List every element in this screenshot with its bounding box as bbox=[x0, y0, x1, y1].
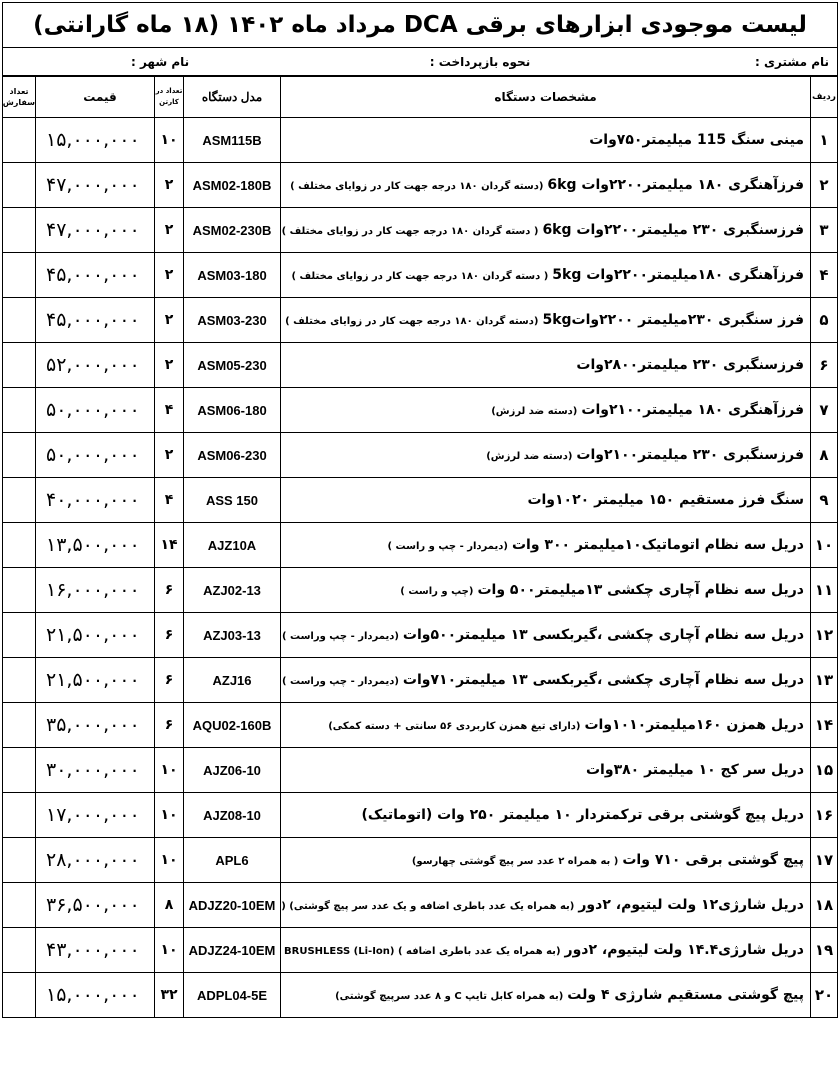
device-spec bbox=[281, 613, 811, 658]
price-value: ۵۰,۰۰۰,۰۰۰ bbox=[36, 388, 155, 433]
order-qty-input[interactable] bbox=[3, 343, 36, 388]
header-spec: مشخصات دستگاه bbox=[281, 77, 811, 118]
per-carton-count: ۱۰ bbox=[155, 793, 184, 838]
row-number: ۱۳ bbox=[811, 658, 838, 703]
price-value: ۱۵,۰۰۰,۰۰۰ bbox=[36, 973, 155, 1018]
city-name-label: نام شهر : bbox=[130, 54, 190, 69]
device-spec bbox=[281, 883, 811, 928]
per-carton-count: ۳۲ bbox=[155, 973, 184, 1018]
spec-note: (دسته ضد لرزش) bbox=[491, 406, 578, 417]
row-number: ۱۹ bbox=[811, 928, 838, 973]
per-carton-count: ۲ bbox=[155, 208, 184, 253]
per-carton-count: ۶ bbox=[155, 568, 184, 613]
device-spec bbox=[281, 748, 811, 793]
per-carton-count: ۲ bbox=[155, 163, 184, 208]
price-value: ۴۵,۰۰۰,۰۰۰ bbox=[36, 298, 155, 343]
table-row bbox=[3, 253, 838, 298]
table-row bbox=[3, 973, 838, 1018]
row-number: ۲ bbox=[811, 163, 838, 208]
price-value: ۴۷,۰۰۰,۰۰۰ bbox=[36, 208, 155, 253]
device-spec bbox=[281, 343, 811, 388]
table-row bbox=[3, 928, 838, 973]
device-spec bbox=[281, 433, 811, 478]
table-row bbox=[3, 793, 838, 838]
price-value: ۲۱,۵۰۰,۰۰۰ bbox=[36, 658, 155, 703]
spec-note: (دسته ضد لرزش) bbox=[486, 451, 573, 462]
device-model: ASM02-230B bbox=[184, 208, 281, 253]
inventory-table bbox=[2, 76, 838, 1018]
spec-text: فرزآهنگری ۱۸۰ میلیمتر۲۲۰۰وات 6kg bbox=[547, 177, 804, 193]
spec-text: دریل شارژی۱۴.۴ ولت لیتیوم، ۲دور bbox=[564, 942, 804, 958]
device-model: ASM05-230 bbox=[184, 343, 281, 388]
row-number: ۱۷ bbox=[811, 838, 838, 883]
price-value: ۱۳,۵۰۰,۰۰۰ bbox=[36, 523, 155, 568]
page-title: لیست موجودی ابزارهای برقی DCA مرداد ماه ۱۴۰۲ (۱۸ ماه گارانتی) bbox=[2, 2, 838, 48]
payment-method-label: نحوه بازپرداخت : bbox=[429, 54, 531, 69]
order-qty-input[interactable] bbox=[3, 568, 36, 613]
table-row bbox=[3, 883, 838, 928]
row-number: ۱۵ bbox=[811, 748, 838, 793]
spec-text: سنگ فرز مستقیم ۱۵۰ میلیمتر ۱۰۲۰وات bbox=[527, 492, 804, 508]
table-row bbox=[3, 523, 838, 568]
price-value: ۱۶,۰۰۰,۰۰۰ bbox=[36, 568, 155, 613]
row-number: ۱۱ bbox=[811, 568, 838, 613]
order-qty-input[interactable] bbox=[3, 928, 36, 973]
row-number: ۱۸ bbox=[811, 883, 838, 928]
device-spec bbox=[281, 478, 811, 523]
price-value: ۵۰,۰۰۰,۰۰۰ bbox=[36, 433, 155, 478]
table-header-row bbox=[3, 77, 838, 118]
order-qty-input[interactable] bbox=[3, 478, 36, 523]
price-value: ۴۳,۰۰۰,۰۰۰ bbox=[36, 928, 155, 973]
price-value: ۴۰,۰۰۰,۰۰۰ bbox=[36, 478, 155, 523]
per-carton-count: ۲ bbox=[155, 433, 184, 478]
spec-note: ( دسته گردان ۱۸۰ درجه جهت کار در زوایای مختلف ) bbox=[281, 226, 539, 237]
device-spec bbox=[281, 838, 811, 883]
spec-text: دریل سه نظام آچاری چکشی ،گیربکسی ۱۳ میلیمتر۵۰۰وات bbox=[402, 627, 804, 643]
device-model: AQU02-160B bbox=[184, 703, 281, 748]
price-value: ۳۰,۰۰۰,۰۰۰ bbox=[36, 748, 155, 793]
price-value: ۵۲,۰۰۰,۰۰۰ bbox=[36, 343, 155, 388]
spec-note: (به همراه یک عدد باطری اضافه ) BRUSHLESS (Li-Ion) bbox=[284, 946, 561, 957]
device-model: ADJZ20-10EM bbox=[184, 883, 281, 928]
row-number: ۹ bbox=[811, 478, 838, 523]
customer-name-label: نام مشتری : bbox=[755, 54, 829, 69]
table-row bbox=[3, 748, 838, 793]
row-number: ۴ bbox=[811, 253, 838, 298]
device-spec bbox=[281, 523, 811, 568]
spec-note: (دیمردار - چپ وراست ) bbox=[281, 631, 399, 642]
table-row bbox=[3, 208, 838, 253]
device-spec bbox=[281, 658, 811, 703]
spec-text: فرزسنگبری ۲۳۰ میلیمتر۲۸۰۰وات bbox=[576, 357, 804, 373]
order-qty-input[interactable] bbox=[3, 163, 36, 208]
spec-note: (دسته گردان ۱۸۰ درجه جهت کار در زوایای مختلف ) bbox=[285, 316, 539, 327]
device-model: AJZ08-10 bbox=[184, 793, 281, 838]
spec-text: پیچ گوشتی برقی ۷۱۰ وات bbox=[622, 852, 804, 868]
spec-note: (به همراه کابل تایپ C و ۸ عدد سرپیچ گوشتی) bbox=[335, 991, 564, 1002]
order-qty-input[interactable] bbox=[3, 973, 36, 1018]
order-qty-input[interactable] bbox=[3, 208, 36, 253]
device-spec bbox=[281, 253, 811, 298]
device-spec bbox=[281, 793, 811, 838]
row-number: ۱۶ bbox=[811, 793, 838, 838]
table-row bbox=[3, 298, 838, 343]
spec-note: (به همراه یک عدد باطری اضافه و یک عدد سر پیچ گوشتی) ( bbox=[281, 901, 575, 912]
order-qty-input[interactable] bbox=[3, 838, 36, 883]
table-row bbox=[3, 613, 838, 658]
order-qty-input[interactable] bbox=[3, 388, 36, 433]
row-number: ۱ bbox=[811, 118, 838, 163]
device-model: ASS 150 bbox=[184, 478, 281, 523]
customer-info-row bbox=[2, 48, 838, 76]
per-carton-count: ۶ bbox=[155, 658, 184, 703]
price-value: ۳۶,۵۰۰,۰۰۰ bbox=[36, 883, 155, 928]
device-model: AJZ10A bbox=[184, 523, 281, 568]
spec-note: (دارای تیغ همزن کاربردی ۵۶ سانتی + دسته کمکی) bbox=[328, 721, 581, 732]
row-number: ۱۴ bbox=[811, 703, 838, 748]
spec-text: دریل سه نظام اتوماتیک۱۰میلیمتر ۳۰۰ وات bbox=[511, 537, 804, 553]
device-model: ASM115B bbox=[184, 118, 281, 163]
per-carton-count: ۲ bbox=[155, 298, 184, 343]
order-qty-input[interactable] bbox=[3, 523, 36, 568]
header-order-qty: تعداد سفارش bbox=[3, 77, 36, 118]
table-row bbox=[3, 118, 838, 163]
order-qty-input[interactable] bbox=[3, 118, 36, 163]
spec-text: دریل سر کج ۱۰ میلیمتر ۳۸۰وات bbox=[585, 762, 804, 778]
spec-text: دریل همزن ۱۶۰میلیمتر۱۰۱۰وات bbox=[584, 717, 804, 733]
price-value: ۴۵,۰۰۰,۰۰۰ bbox=[36, 253, 155, 298]
spec-text: دریل سه نظام آچاری چکشی ۱۳میلیمتر۵۰۰ وات bbox=[477, 582, 804, 598]
per-carton-count: ۱۰ bbox=[155, 838, 184, 883]
device-spec bbox=[281, 163, 811, 208]
row-number: ۵ bbox=[811, 298, 838, 343]
table-row bbox=[3, 658, 838, 703]
header-price: قیمت bbox=[36, 77, 155, 118]
price-value: ۲۸,۰۰۰,۰۰۰ bbox=[36, 838, 155, 883]
price-value: ۳۵,۰۰۰,۰۰۰ bbox=[36, 703, 155, 748]
row-number: ۲۰ bbox=[811, 973, 838, 1018]
spec-note: (دسته گردان ۱۸۰ درجه جهت کار در زوایای مختلف ) bbox=[290, 181, 544, 192]
spec-text: دریل سه نظام آچاری چکشی ،گیربکسی ۱۳ میلیمتر۷۱۰وات bbox=[402, 672, 804, 688]
spec-note: (دیمردار - چپ و راست ) bbox=[387, 541, 508, 552]
spec-text: فرزآهنگری ۱۸۰میلیمتر۲۲۰۰وات 5kg bbox=[552, 267, 804, 283]
spec-text: پیچ گوشتی مستقیم شارژی ۴ ولت bbox=[567, 987, 804, 1003]
order-qty-input[interactable] bbox=[3, 883, 36, 928]
price-value: ۴۷,۰۰۰,۰۰۰ bbox=[36, 163, 155, 208]
device-spec bbox=[281, 388, 811, 433]
order-qty-input[interactable] bbox=[3, 298, 36, 343]
table-row bbox=[3, 478, 838, 523]
price-list-sheet bbox=[2, 2, 838, 1078]
header-per-carton: تعداد در کارتن bbox=[155, 77, 184, 118]
device-model: ADPL04-5E bbox=[184, 973, 281, 1018]
per-carton-count: ۱۰ bbox=[155, 928, 184, 973]
device-spec bbox=[281, 973, 811, 1018]
table-row bbox=[3, 388, 838, 433]
device-model: AJZ06-10 bbox=[184, 748, 281, 793]
per-carton-count: ۲ bbox=[155, 343, 184, 388]
device-spec bbox=[281, 703, 811, 748]
device-spec bbox=[281, 568, 811, 613]
spec-note: (دیمردار - چپ وراست ) bbox=[281, 676, 399, 687]
device-model: ADJZ24-10EM bbox=[184, 928, 281, 973]
order-qty-input[interactable] bbox=[3, 613, 36, 658]
row-number: ۶ bbox=[811, 343, 838, 388]
device-spec bbox=[281, 208, 811, 253]
per-carton-count: ۱۴ bbox=[155, 523, 184, 568]
price-value: ۲۱,۵۰۰,۰۰۰ bbox=[36, 613, 155, 658]
device-model: ASM03-180 bbox=[184, 253, 281, 298]
spec-note: ( به همراه ۲ عدد سر پیچ گوشتی چهارسو) bbox=[411, 856, 619, 867]
table-row bbox=[3, 343, 838, 388]
order-qty-input[interactable] bbox=[3, 748, 36, 793]
order-qty-input[interactable] bbox=[3, 433, 36, 478]
header-row-number: ردیف bbox=[811, 77, 838, 118]
spec-text: فرز سنگبری ۲۳۰میلیمتر ۲۲۰۰وات5kg bbox=[542, 312, 804, 328]
per-carton-count: ۶ bbox=[155, 613, 184, 658]
spec-note: (چپ و راست ) bbox=[400, 586, 474, 597]
device-model: ASM06-180 bbox=[184, 388, 281, 433]
spec-text: مینی سنگ 115 میلیمتر۷۵۰وات bbox=[589, 132, 804, 148]
per-carton-count: ۱۰ bbox=[155, 748, 184, 793]
spec-text: فرزسنگبری ۲۳۰ میلیمتر۲۲۰۰وات 6kg bbox=[542, 222, 804, 238]
order-qty-input[interactable] bbox=[3, 703, 36, 748]
device-model: AZJ02-13 bbox=[184, 568, 281, 613]
row-number: ۱۲ bbox=[811, 613, 838, 658]
header-model: مدل دستگاه bbox=[184, 77, 281, 118]
spec-text: فرزآهنگری ۱۸۰ میلیمتر۲۱۰۰وات bbox=[581, 402, 804, 418]
spec-text: دریل پیچ گوشتی برقی ترکمتردار ۱۰ میلیمتر ۲۵۰ وات (اتوماتیک) bbox=[361, 807, 804, 823]
device-model: ASM06-230 bbox=[184, 433, 281, 478]
row-number: ۳ bbox=[811, 208, 838, 253]
per-carton-count: ۶ bbox=[155, 703, 184, 748]
row-number: ۱۰ bbox=[811, 523, 838, 568]
table-row bbox=[3, 433, 838, 478]
device-model: AZJ03-13 bbox=[184, 613, 281, 658]
order-qty-input[interactable] bbox=[3, 658, 36, 703]
spec-note: ( دسته گردان ۱۸۰ درجه جهت کار در زوایای مختلف ) bbox=[291, 271, 549, 282]
device-model: AZJ16 bbox=[184, 658, 281, 703]
spec-text: دریل شارژی۱۲ ولت لیتیوم، ۲دور bbox=[578, 897, 804, 913]
device-model: ASM03-230 bbox=[184, 298, 281, 343]
per-carton-count: ۲ bbox=[155, 253, 184, 298]
device-spec bbox=[281, 298, 811, 343]
per-carton-count: ۸ bbox=[155, 883, 184, 928]
order-qty-input[interactable] bbox=[3, 253, 36, 298]
price-value: ۱۷,۰۰۰,۰۰۰ bbox=[36, 793, 155, 838]
price-value: ۱۵,۰۰۰,۰۰۰ bbox=[36, 118, 155, 163]
order-qty-input[interactable] bbox=[3, 793, 36, 838]
row-number: ۸ bbox=[811, 433, 838, 478]
device-model: APL6 bbox=[184, 838, 281, 883]
per-carton-count: ۴ bbox=[155, 388, 184, 433]
per-carton-count: ۴ bbox=[155, 478, 184, 523]
device-spec bbox=[281, 928, 811, 973]
table-row bbox=[3, 838, 838, 883]
table-row bbox=[3, 568, 838, 613]
table-row bbox=[3, 163, 838, 208]
table-row bbox=[3, 703, 838, 748]
spec-text: فرزسنگبری ۲۳۰ میلیمتر۲۱۰۰وات bbox=[576, 447, 804, 463]
row-number: ۷ bbox=[811, 388, 838, 433]
device-model: ASM02-180B bbox=[184, 163, 281, 208]
per-carton-count: ۱۰ bbox=[155, 118, 184, 163]
device-spec bbox=[281, 118, 811, 163]
